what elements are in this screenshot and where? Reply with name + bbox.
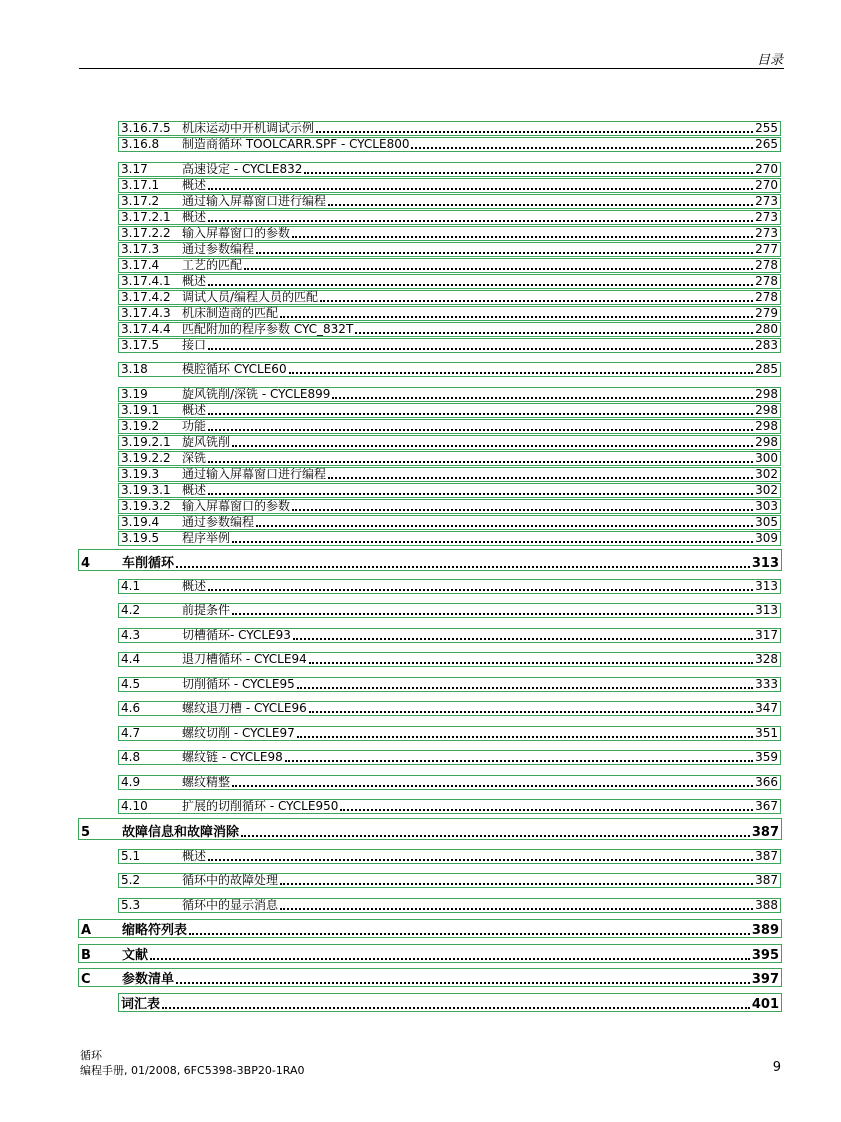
appendix-title: 文献 — [122, 948, 149, 963]
entry-page: 387 — [755, 849, 778, 863]
dot-leader — [280, 313, 753, 318]
toc-appendix-entry[interactable] — [78, 968, 782, 987]
entry-title: 通过输入屏幕窗口进行编程 — [182, 467, 327, 481]
toc-entry[interactable] — [118, 242, 781, 257]
entry-number: 4.7 — [121, 726, 141, 740]
chapter-title: 故障信息和故障消除 — [122, 825, 240, 840]
toc-entry[interactable] — [118, 898, 781, 913]
entry-number: 3.19.4 — [121, 515, 160, 529]
toc-entry[interactable] — [118, 258, 781, 273]
entry-title: 概述 — [182, 849, 207, 863]
entry-number: 4.9 — [121, 775, 141, 789]
dot-leader — [297, 684, 753, 689]
entry-title: 切槽循环- CYCLE93 — [182, 628, 291, 642]
entry-title: 螺纹精整 — [182, 775, 231, 789]
chapter-number: 4 — [81, 556, 91, 571]
toc-entry[interactable] — [118, 274, 781, 289]
entry-title: 前提条件 — [182, 603, 231, 617]
entry-number: 3.17.3 — [121, 242, 160, 256]
dot-leader — [256, 522, 753, 527]
glossary-title: 词汇表 — [121, 997, 161, 1012]
entry-number: 4.1 — [121, 579, 141, 593]
dot-leader — [241, 832, 750, 837]
dot-leader — [256, 249, 753, 254]
dot-leader — [332, 394, 753, 399]
toc-entry[interactable] — [118, 775, 781, 790]
dot-leader — [280, 905, 753, 910]
entry-number: 4.6 — [121, 701, 141, 715]
dot-leader — [208, 410, 753, 415]
dot-leader — [297, 733, 753, 738]
entry-page: 255 — [755, 121, 778, 135]
entry-number: 3.19.3.1 — [121, 483, 171, 497]
entry-number: 4.3 — [121, 628, 141, 642]
dot-leader — [355, 329, 753, 334]
entry-title: 概述 — [182, 178, 207, 192]
entry-title: 退刀槽循环 - CYCLE94 — [182, 652, 307, 666]
appendix-letter: C — [81, 972, 91, 987]
entry-number: 3.16.7.5 — [121, 121, 171, 135]
dot-leader — [208, 458, 753, 463]
toc-entry[interactable] — [118, 210, 781, 225]
entry-title: 输入屏幕窗口的参数 — [182, 226, 291, 240]
dot-leader — [176, 563, 750, 568]
entry-page: 359 — [755, 750, 778, 764]
entry-title: 程序举例 — [182, 531, 231, 545]
entry-title: 通过参数编程 — [182, 242, 255, 256]
toc-entry[interactable] — [118, 290, 781, 305]
entry-title: 概述 — [182, 403, 207, 417]
entry-page: 273 — [755, 226, 778, 240]
dot-leader — [320, 297, 753, 302]
entry-number: 3.17 — [121, 162, 148, 176]
entry-page: 285 — [755, 362, 778, 376]
entry-title: 模腔循环 CYCLE60 — [182, 362, 287, 376]
toc-entry[interactable] — [118, 226, 781, 241]
toc-entry[interactable] — [118, 435, 781, 450]
entry-title: 旋风铣削 — [182, 435, 231, 449]
appendix-page: 397 — [751, 972, 779, 987]
page-number: 9 — [772, 1060, 781, 1075]
entry-page: 298 — [755, 403, 778, 417]
dot-leader — [208, 490, 753, 495]
dot-leader — [280, 880, 753, 885]
entry-title: 切削循环 - CYCLE95 — [182, 677, 295, 691]
entry-title: 扩展的切削循环 - CYCLE950 — [182, 799, 339, 813]
entry-number: 3.19 — [121, 387, 148, 401]
dot-leader — [292, 233, 753, 238]
footer-doc-title: 循环 — [80, 1049, 102, 1062]
entry-number: 4.10 — [121, 799, 148, 813]
entry-page: 273 — [755, 194, 778, 208]
dot-leader — [208, 856, 753, 861]
entry-page: 302 — [755, 467, 778, 481]
appendix-letter: A — [81, 923, 92, 938]
dot-leader — [208, 586, 753, 591]
running-header-title: 目录 — [756, 53, 783, 68]
entry-number: 4.2 — [121, 603, 141, 617]
entry-page: 278 — [755, 290, 778, 304]
entry-number: 4.5 — [121, 677, 141, 691]
toc-entry[interactable] — [118, 483, 781, 498]
dot-leader — [150, 955, 750, 960]
entry-number: 3.18 — [121, 362, 148, 376]
entry-title: 工艺的匹配 — [182, 258, 243, 272]
chapter-page: 313 — [751, 556, 779, 571]
entry-page: 303 — [755, 499, 778, 513]
entry-title: 输入屏幕窗口的参数 — [182, 499, 291, 513]
entry-number: 5.2 — [121, 873, 141, 887]
toc-entry[interactable] — [118, 419, 781, 434]
entry-number: 3.17.4 — [121, 258, 160, 272]
entry-page: 265 — [755, 137, 778, 151]
entry-title: 通过参数编程 — [182, 515, 255, 529]
entry-number: 3.19.2.2 — [121, 451, 171, 465]
chapter-page: 387 — [751, 825, 779, 840]
appendix-page: 395 — [751, 948, 779, 963]
entry-title: 螺纹链 - CYCLE98 — [182, 750, 283, 764]
dot-leader — [328, 474, 753, 479]
toc-entry[interactable] — [118, 701, 781, 716]
entry-title: 螺纹切削 - CYCLE97 — [182, 726, 295, 740]
toc-entry[interactable] — [118, 799, 781, 814]
entry-page: 283 — [755, 338, 778, 352]
dot-leader — [162, 1004, 750, 1009]
entry-page: 300 — [755, 451, 778, 465]
entry-page: 278 — [755, 258, 778, 272]
entry-number: 4.4 — [121, 652, 141, 666]
toc-entry[interactable] — [118, 515, 781, 530]
dot-leader — [309, 708, 753, 713]
appendix-letter: B — [81, 948, 91, 963]
toc-entry[interactable] — [118, 362, 781, 377]
entry-title: 通过输入屏幕窗口进行编程 — [182, 194, 327, 208]
dot-leader — [208, 217, 753, 222]
toc-entry[interactable] — [118, 628, 781, 643]
chapter-title: 车削循环 — [122, 556, 175, 571]
entry-page: 347 — [755, 701, 778, 715]
entry-page: 273 — [755, 210, 778, 224]
toc-entry[interactable] — [118, 194, 781, 209]
entry-title: 机床制造商的匹配 — [182, 306, 279, 320]
dot-leader — [316, 128, 753, 133]
entry-page: 278 — [755, 274, 778, 288]
entry-page: 277 — [755, 242, 778, 256]
entry-title: 循环中的显示消息 — [182, 898, 279, 912]
toc-entry[interactable] — [118, 603, 781, 618]
chapter-number: 5 — [81, 825, 91, 840]
entry-title: 机床运动中开机调试示例 — [182, 121, 315, 135]
dot-leader — [232, 442, 753, 447]
entry-number: 3.19.2.1 — [121, 435, 171, 449]
toc-entry[interactable] — [118, 178, 781, 193]
entry-page: 388 — [755, 898, 778, 912]
dot-leader — [232, 782, 753, 787]
dot-leader — [208, 281, 753, 286]
toc-entry[interactable] — [118, 531, 781, 546]
entry-page: 298 — [755, 435, 778, 449]
entry-page: 351 — [755, 726, 778, 740]
toc-entry[interactable] — [118, 387, 781, 402]
entry-title: 概述 — [182, 274, 207, 288]
appendix-page: 389 — [751, 923, 779, 938]
dot-leader — [304, 169, 753, 174]
toc-entry[interactable] — [118, 652, 781, 667]
dot-leader — [309, 659, 753, 664]
entry-page: 302 — [755, 483, 778, 497]
toc-entry[interactable] — [118, 467, 781, 482]
entry-page: 328 — [755, 652, 778, 666]
toc-appendix-entry[interactable] — [78, 919, 782, 938]
entry-number: 3.19.2 — [121, 419, 160, 433]
toc-entry[interactable] — [118, 849, 781, 864]
toc-appendix-entry[interactable] — [78, 944, 782, 963]
entry-number: 3.19.3.2 — [121, 499, 171, 513]
appendix-title: 缩略符列表 — [122, 923, 188, 938]
entry-title: 制造商循环 TOOLCARR.SPF - CYCLE800 — [182, 137, 410, 151]
entry-page: 309 — [755, 531, 778, 545]
toc-entry[interactable] — [118, 873, 781, 888]
entry-page: 313 — [755, 603, 778, 617]
appendix-title: 参数清单 — [122, 972, 175, 987]
dot-leader — [411, 144, 753, 149]
entry-number: 3.19.5 — [121, 531, 160, 545]
entry-page: 313 — [755, 579, 778, 593]
dot-leader — [328, 201, 753, 206]
entry-title: 功能 — [182, 419, 207, 433]
entry-number: 3.17.2.1 — [121, 210, 171, 224]
entry-number: 3.17.2.2 — [121, 226, 171, 240]
toc-entry[interactable] — [118, 726, 781, 741]
entry-number: 3.17.2 — [121, 194, 160, 208]
dot-leader — [292, 506, 753, 511]
entry-title: 调试人员/编程人员的匹配 — [182, 290, 319, 304]
entry-page: 305 — [755, 515, 778, 529]
entry-page: 298 — [755, 419, 778, 433]
toc-entry[interactable] — [118, 162, 781, 177]
entry-page: 279 — [755, 306, 778, 320]
entry-number: 3.17.1 — [121, 178, 160, 192]
toc-entry[interactable] — [118, 306, 781, 321]
entry-title: 概述 — [182, 579, 207, 593]
dot-leader — [208, 426, 753, 431]
entry-title: 概述 — [182, 210, 207, 224]
dot-leader — [232, 538, 753, 543]
entry-title: 接口 — [182, 338, 207, 352]
toc-entry[interactable] — [118, 137, 781, 152]
entry-title: 旋风铣削/深铣 - CYCLE899 — [182, 387, 331, 401]
toc-entry[interactable] — [118, 750, 781, 765]
dot-leader — [289, 369, 754, 374]
entry-page: 367 — [755, 799, 778, 813]
entry-number: 3.17.4.4 — [121, 322, 171, 336]
toc-entry[interactable] — [118, 579, 781, 594]
glossary-page: 401 — [751, 997, 779, 1012]
entry-number: 3.17.5 — [121, 338, 160, 352]
entry-page: 270 — [755, 178, 778, 192]
entry-number: 5.1 — [121, 849, 141, 863]
dot-leader — [285, 757, 753, 762]
entry-page: 280 — [755, 322, 778, 336]
entry-page: 317 — [755, 628, 778, 642]
entry-page: 333 — [755, 677, 778, 691]
dot-leader — [340, 806, 753, 811]
dot-leader — [189, 930, 750, 935]
dot-leader — [293, 635, 753, 640]
entry-page: 366 — [755, 775, 778, 789]
dot-leader — [232, 610, 753, 615]
toc-entry[interactable] — [118, 451, 781, 466]
header-divider — [79, 68, 784, 69]
entry-number: 3.19.3 — [121, 467, 160, 481]
dot-leader — [176, 979, 750, 984]
entry-number: 3.19.1 — [121, 403, 160, 417]
toc-entry[interactable] — [118, 499, 781, 514]
toc-entry[interactable] — [118, 322, 781, 337]
entry-number: 4.8 — [121, 750, 141, 764]
toc-entry[interactable] — [118, 338, 781, 353]
toc-entry[interactable] — [118, 403, 781, 418]
entry-title: 深铣 — [182, 451, 207, 465]
entry-title: 高速设定 - CYCLE832 — [182, 162, 303, 176]
entry-title: 匹配附加的程序参数 CYC_832T — [182, 322, 354, 336]
dot-leader — [208, 185, 753, 190]
toc-glossary-entry[interactable] — [118, 993, 782, 1012]
entry-title: 概述 — [182, 483, 207, 497]
dot-leader — [244, 265, 753, 270]
entry-number: 3.17.4.2 — [121, 290, 171, 304]
entry-page: 298 — [755, 387, 778, 401]
dot-leader — [208, 345, 753, 350]
entry-title: 螺纹退刀槽 - CYCLE96 — [182, 701, 307, 715]
entry-number: 5.3 — [121, 898, 141, 912]
toc-entry[interactable] — [118, 121, 781, 136]
toc-chapter-entry[interactable] — [78, 818, 782, 840]
entry-title: 循环中的故障处理 — [182, 873, 279, 887]
entry-number: 3.17.4.1 — [121, 274, 171, 288]
footer-doc-info: 编程手册, 01/2008, 6FC5398-3BP20-1RA0 — [80, 1064, 305, 1077]
entry-number: 3.17.4.3 — [121, 306, 171, 320]
entry-number: 3.16.8 — [121, 137, 160, 151]
toc-chapter-entry[interactable] — [78, 549, 782, 571]
toc-entry[interactable] — [118, 677, 781, 692]
entry-page: 270 — [755, 162, 778, 176]
entry-page: 387 — [755, 873, 778, 887]
